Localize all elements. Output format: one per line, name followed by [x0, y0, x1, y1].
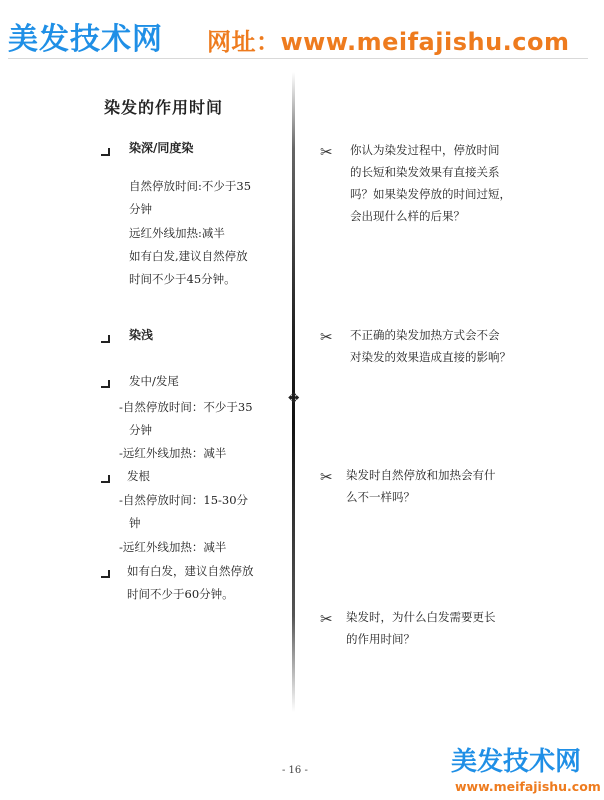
- roots-line: 钟: [129, 516, 141, 530]
- bracket-bullet-icon: [101, 380, 110, 388]
- site-brand-title: 美发技术网: [8, 22, 163, 57]
- bracket-bullet-icon: [101, 335, 110, 343]
- question-line: 对染发的效果造成直接的影响？: [350, 350, 511, 364]
- question-line: 染发时自然停放和加热会有什: [346, 468, 496, 482]
- footer-brand-title: 美发技术网: [451, 747, 582, 777]
- footer-site-url[interactable]: www.meifajishu.com: [455, 779, 601, 794]
- deep-dye-heading: 染深/同度染: [129, 141, 194, 155]
- header-divider: [8, 58, 588, 59]
- gray-hair-line: 如有白发，建议自然停放: [127, 564, 254, 578]
- scissors-icon: ✂: [320, 610, 333, 628]
- question-line: 么不一样吗？: [346, 490, 415, 504]
- question-line: 的作用时间？: [346, 632, 415, 646]
- question-line: 吗？如果染发停放的时间过短，: [350, 187, 511, 201]
- mid-ends-line: -远红外线加热：减半: [119, 446, 227, 460]
- mid-ends-line: -自然停放时间：不少于35: [119, 400, 253, 414]
- deep-dye-line: 自然停放时间:不少于35: [129, 179, 252, 193]
- roots-line: -远红外线加热：减半: [119, 540, 227, 554]
- diamond-ornament-icon: ❖: [287, 389, 301, 407]
- deep-dye-line: 远红外线加热:减半: [129, 226, 225, 240]
- bracket-bullet-icon: [101, 570, 110, 578]
- question-line: 染发时，为什么白发需要更长: [346, 610, 496, 624]
- deep-dye-line: 分钟: [129, 202, 152, 216]
- scissors-icon: ✂: [320, 143, 333, 161]
- gray-hair-line: 时间不少于60分钟。: [127, 587, 234, 601]
- scissors-icon: ✂: [320, 468, 333, 486]
- question-line: 的长短和染发效果有直接关系: [350, 165, 500, 179]
- light-dye-heading: 染浅: [129, 328, 154, 342]
- deep-dye-line: 时间不少于45分钟。: [129, 272, 236, 286]
- bracket-bullet-icon: [101, 148, 110, 156]
- page-title: 染发的作用时间: [104, 98, 224, 117]
- deep-dye-line: 如有白发,建议自然停放: [129, 249, 248, 263]
- question-line: 你认为染发过程中，停放时间: [350, 143, 500, 157]
- question-line: 不正确的染发加热方式会不会: [350, 328, 500, 342]
- bracket-bullet-icon: [101, 475, 110, 483]
- page-number: - 16 -: [282, 765, 308, 776]
- roots-heading: 发根: [127, 469, 150, 483]
- site-url[interactable]: 网址：www.meifajishu.com: [207, 28, 570, 56]
- question-line: 会出现什么样的后果？: [350, 209, 465, 223]
- mid-ends-heading: 发中/发尾: [129, 374, 179, 388]
- scissors-icon: ✂: [320, 328, 333, 346]
- mid-ends-line: 分钟: [129, 423, 152, 437]
- roots-line: -自然停放时间：15-30分: [119, 493, 249, 507]
